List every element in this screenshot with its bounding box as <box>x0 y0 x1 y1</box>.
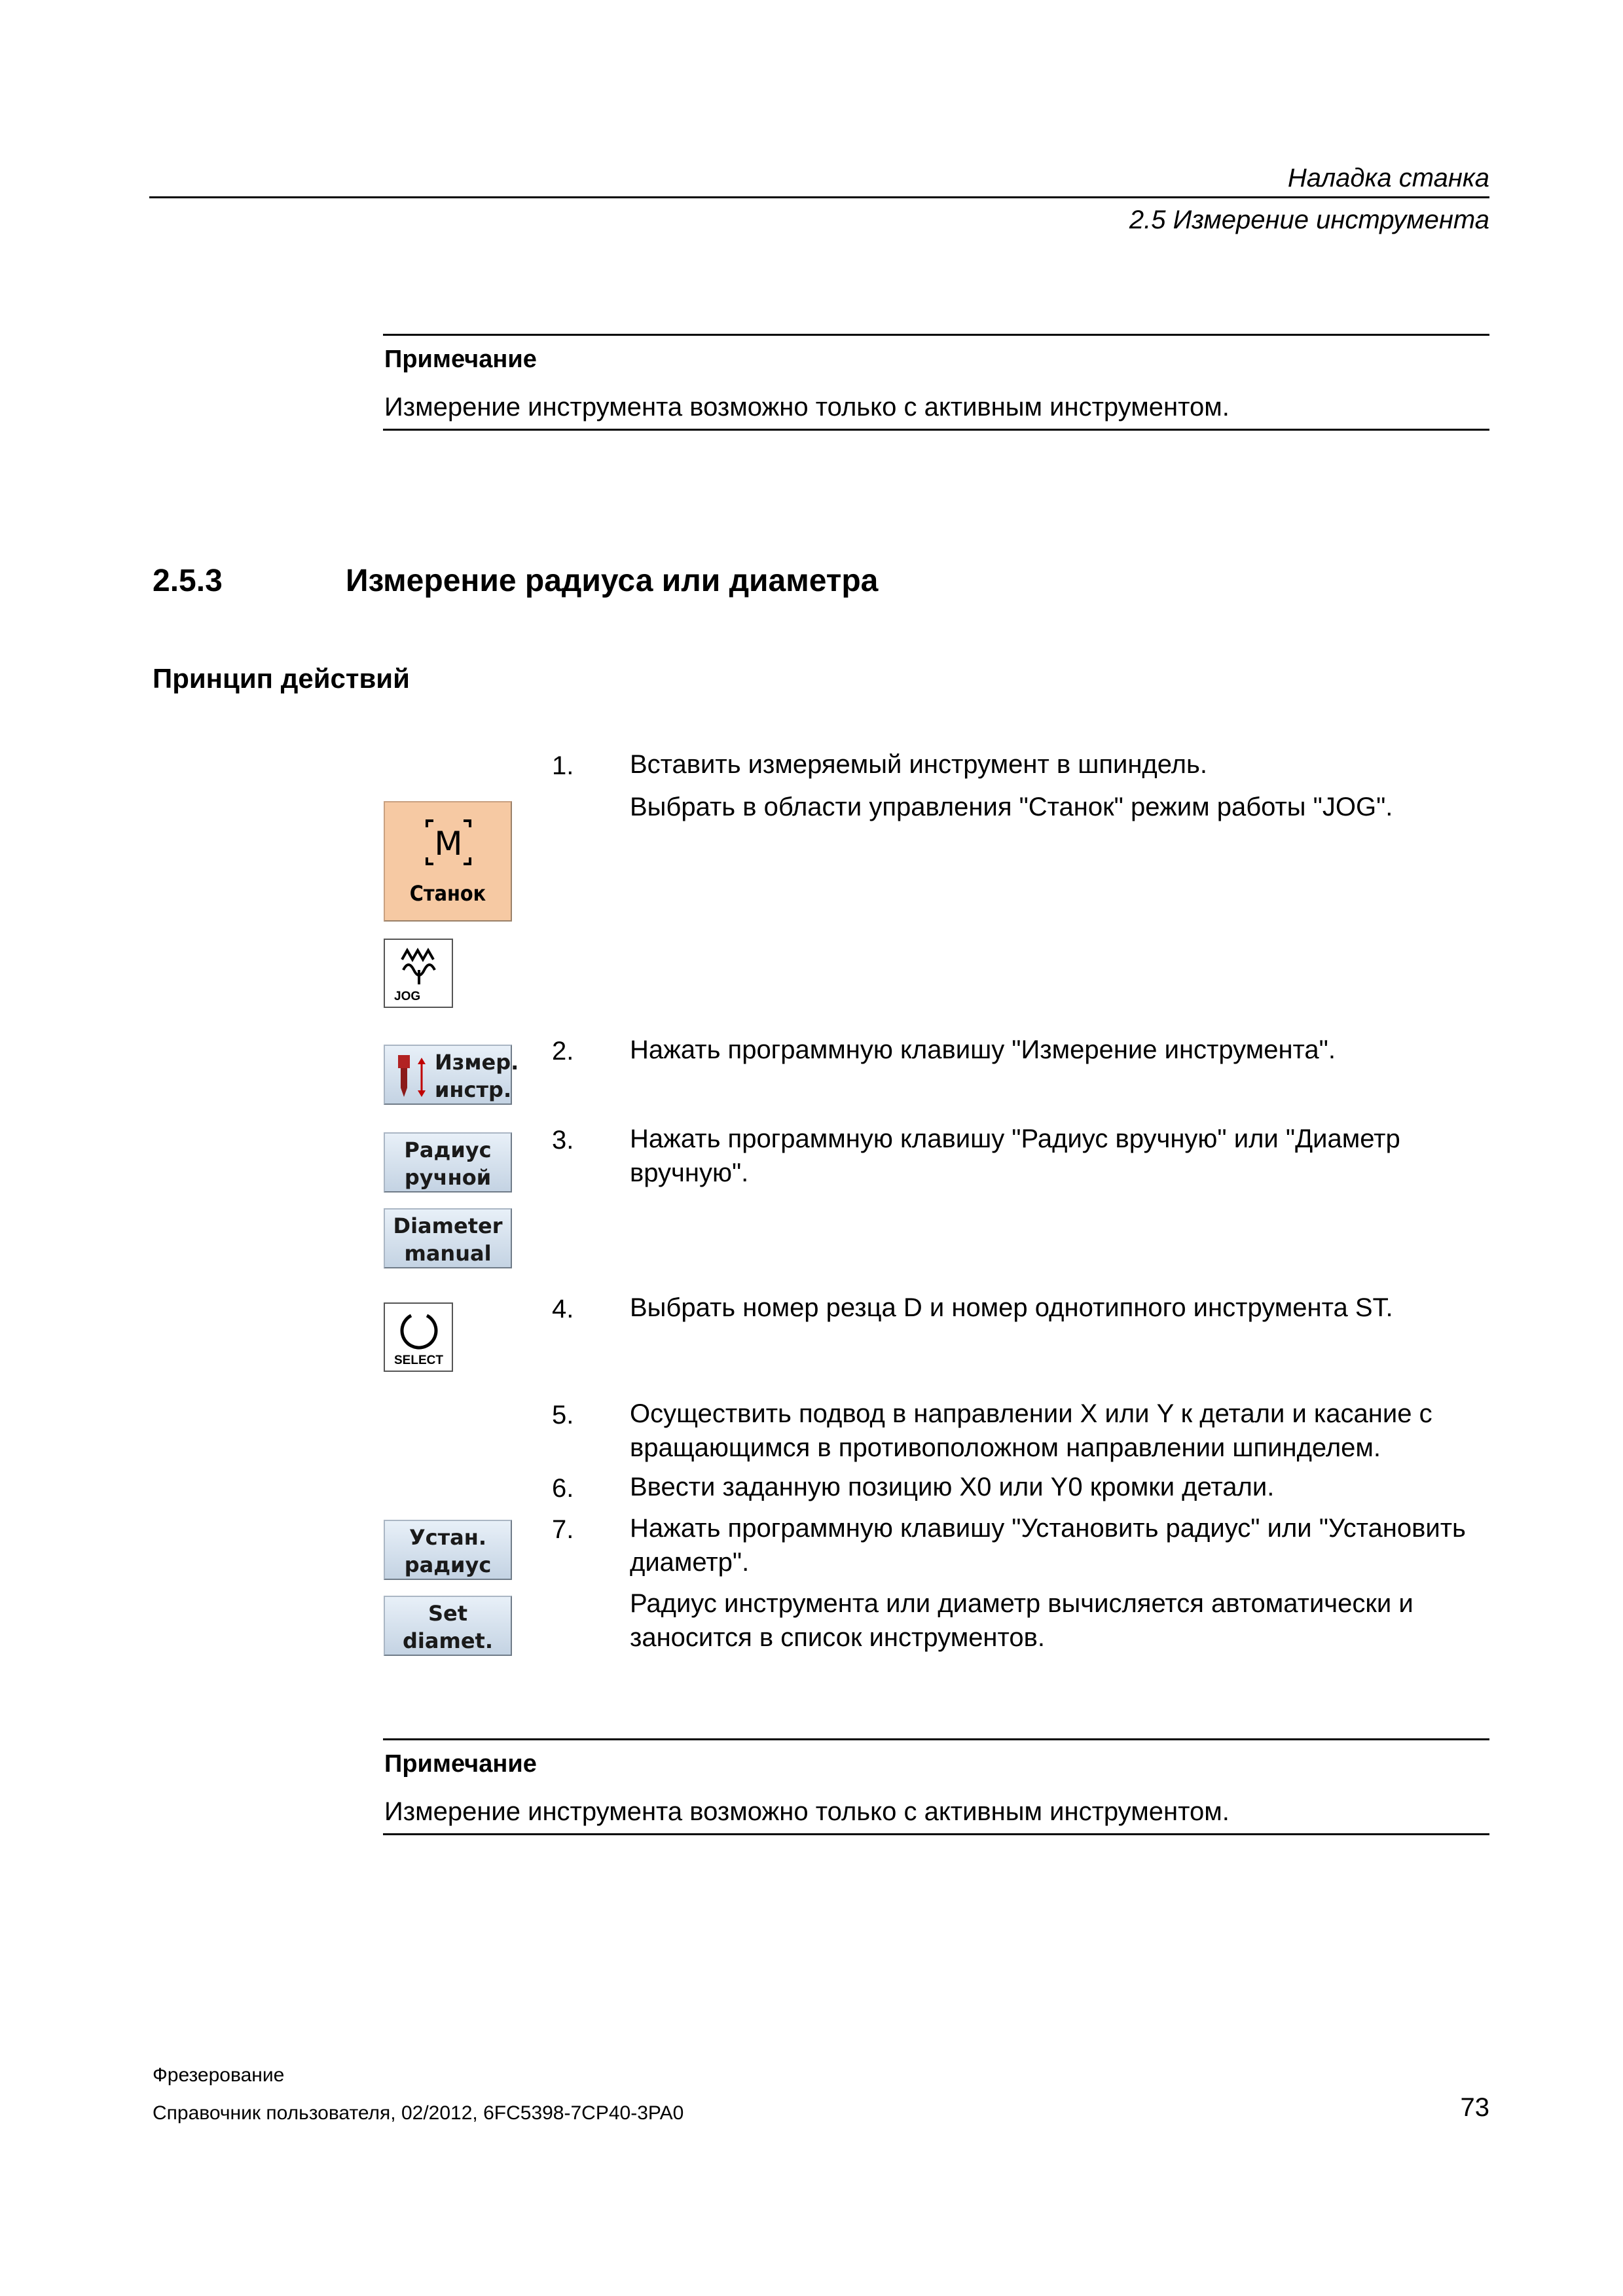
jog-key-label: JOG <box>394 990 421 1003</box>
subsection-title: Принцип действий <box>153 663 410 694</box>
jog-key[interactable] <box>384 939 453 1008</box>
diameter-manual-softkey[interactable] <box>384 1208 512 1268</box>
section-number: 2.5.3 <box>153 564 223 598</box>
diameter-manual-label-2: manual <box>404 1241 492 1266</box>
step-text: Ввести заданную позицию X0 или Y0 кромки детали. <box>630 1473 1275 1501</box>
footer-reference: Справочник пользователя, 02/2012, 6FC5398-7CP40-3PA0 <box>153 2102 684 2124</box>
step-number: 4. <box>552 1295 574 1323</box>
measure-tool-label-1: Измер. <box>435 1050 519 1075</box>
step-number: 5. <box>552 1401 574 1429</box>
step-text: Вставить измеряемый инструмент в шпиндель. <box>630 750 1207 779</box>
note-top-rule <box>383 1738 1489 1740</box>
machine-softkey[interactable] <box>384 801 512 922</box>
select-icon <box>398 1309 440 1351</box>
step-text: Выбрать в области управления "Станок" режим работы "JOG". <box>630 793 1393 821</box>
note-title: Примечание <box>384 346 537 373</box>
step-number: 1. <box>552 751 574 780</box>
svg-text:M: M <box>434 825 463 863</box>
running-header-section: 2.5 Измерение инструмента <box>1129 206 1489 234</box>
note-bottom-rule <box>383 1833 1489 1835</box>
step-number: 7. <box>552 1515 574 1544</box>
section-title: Измерение радиуса или диаметра <box>346 564 879 598</box>
set-diameter-softkey[interactable] <box>384 1596 512 1656</box>
page-number: 73 <box>1460 2093 1489 2122</box>
note-top-rule <box>383 334 1489 336</box>
tool-measure-icon <box>394 1054 431 1100</box>
note-text: Измерение инструмента возможно только с активным инструментом. <box>384 393 1230 422</box>
measure-tool-label-2: инстр. <box>435 1077 512 1102</box>
select-key[interactable] <box>384 1302 453 1372</box>
note-title: Примечание <box>384 1750 537 1778</box>
diameter-manual-label-1: Diameter <box>393 1213 503 1238</box>
set-diameter-label-2: diamet. <box>403 1628 493 1653</box>
footer-title: Фрезерование <box>153 2064 285 2086</box>
step-text: Нажать программную клавишу "Измерение инструмента". <box>630 1035 1336 1064</box>
machine-icon <box>424 818 473 867</box>
radius-manual-softkey[interactable] <box>384 1132 512 1193</box>
running-header-chapter: Наладка станка <box>1287 164 1489 192</box>
step-number: 2. <box>552 1037 574 1066</box>
step-text: Выбрать номер резца D и номер однотипного инструмента ST. <box>630 1293 1393 1322</box>
measure-tool-softkey[interactable] <box>384 1045 519 1105</box>
step-number: 3. <box>552 1126 574 1155</box>
step-text: Нажать программную клавишу "Установить радиус" или "Установить диаметр". <box>630 1514 1466 1577</box>
step-text: Радиус инструмента или диаметр вычисляется автоматически и заносится в список инструментов. <box>630 1589 1413 1652</box>
set-diameter-label-1: Set <box>428 1601 468 1626</box>
note-text: Измерение инструмента возможно только с активным инструментом. <box>384 1797 1230 1826</box>
radius-manual-label-1: Радиус <box>404 1138 492 1162</box>
set-radius-label-2: радиус <box>404 1552 492 1577</box>
set-radius-softkey[interactable] <box>384 1520 512 1580</box>
step-number: 6. <box>552 1474 574 1503</box>
jog-icon <box>397 946 443 986</box>
set-radius-label-1: Устан. <box>409 1525 487 1550</box>
header-rule <box>149 196 1489 198</box>
machine-softkey-label: Станок <box>409 881 486 906</box>
step-text: Нажать программную клавишу "Радиус вручную" или "Диаметр вручную". <box>630 1124 1400 1187</box>
select-key-label: SELECT <box>394 1354 443 1367</box>
note-bottom-rule <box>383 429 1489 431</box>
step-text: Осуществить подвод в направлении X или Y к детали и касание с вращающимся в противоположном направлении шпинделем. <box>630 1399 1432 1462</box>
radius-manual-label-2: ручной <box>404 1165 492 1190</box>
